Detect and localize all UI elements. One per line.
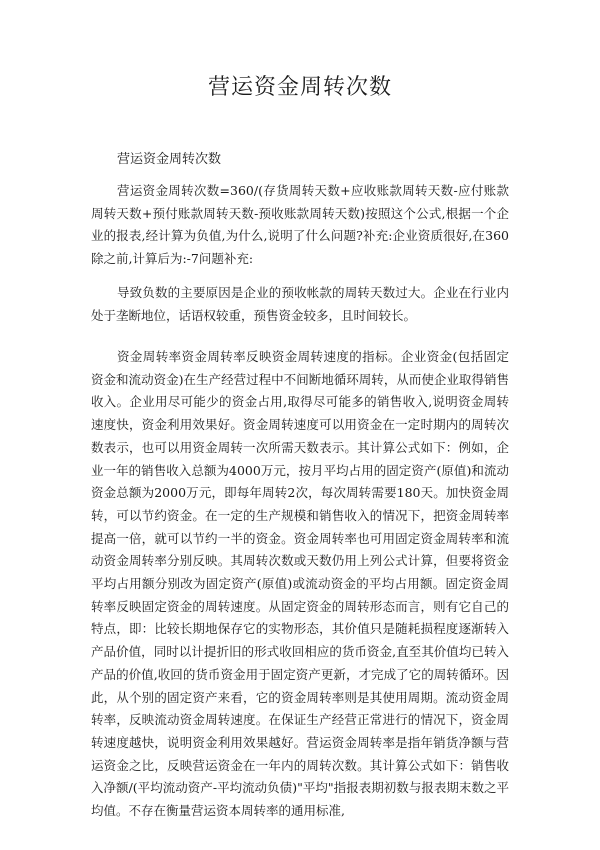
paragraph-answer: 导致负数的主要原因是企业的预收帐款的周转天数过大。企业在行业内处于垄断地位，话语权较重，预售资金较多，且时间较长。 [91,285,509,323]
paragraph-formula-question: 营运资金周转次数=360/(存货周转天数+应收账款周转天数-应付账款周转天数+预付账款周转天数-预收账款周转天数)按照这个公式,根据一个企业的报表,经计算为负值,为什么,说明了什么问题?补充:企业资质很好,在360除之前,计算后为:-7问题补充: [91,183,509,267]
document-title: 营运资金周转次数 [207,75,392,100]
paragraph-turnover-explanation: 资金周转率资金周转率反映资金周转速度的指标。企业资金(包括固定资金和流动资金)在生产经营过程中不间断地循环周转，从而使企业取得销售收入。企业用尽可能少的资金占用,取得尽可能多的销售收入,说明资金周转速度快，资金利用效果好。资金周转速度可以用资金在一定时期内的周转次数表示，也可以用资金周转一次所需天数表示。其计算公式如下：例如，企业一年的销售收入总额为4000万元，按月平均占用的固定资产(原值)和流动资金总额为2000万元，即每年周转2次，每次周转需要180天。加快资金周转，可以节约资金。在一定的生产规模和销售收入的情况下，把资金周转率提高一倍，就可以节约一半的资金。资金周转率也可用固定资金周转率和流动资金周转率分别反映。其周转次数或天数仍用上列公式计算，但要将资金平均占用额分别改为固定资产(原值)或流动资金的平均占用额。固定资金周转率反映固定资金的周转速度。从固定资金的周转形态而言，则有它自己的特点，即：比较长期地保存它的实物形态，其价值只是随耗损程度逐渐转入产品价值，同时以计提折旧的形式收回相应的货币资金,直至其价值均已转入产品的价值,收回的货币资金用于固定资产更新，才完成了它的周转循环。因此，从个别的固定资产来看，它的资金周转率则是其使用周期。流动资金周转率，反映流动资金周转速度。在保证生产经营正常进行的情况下，资金周转速度越快，说明资金利用效果越好。营运资金周转率是指年销货净额与营运资金之比，反映营运资金在一年内的周转次数。其计算公式如下：销售收入净额/(平均流动资产-平均流动负债)"平均"指报表期初数与报表期末数之平均值。不存在衡量营运资本周转率的通用标准, [91,349,509,819]
section-subtitle: 营运资金周转次数 [117,152,222,167]
